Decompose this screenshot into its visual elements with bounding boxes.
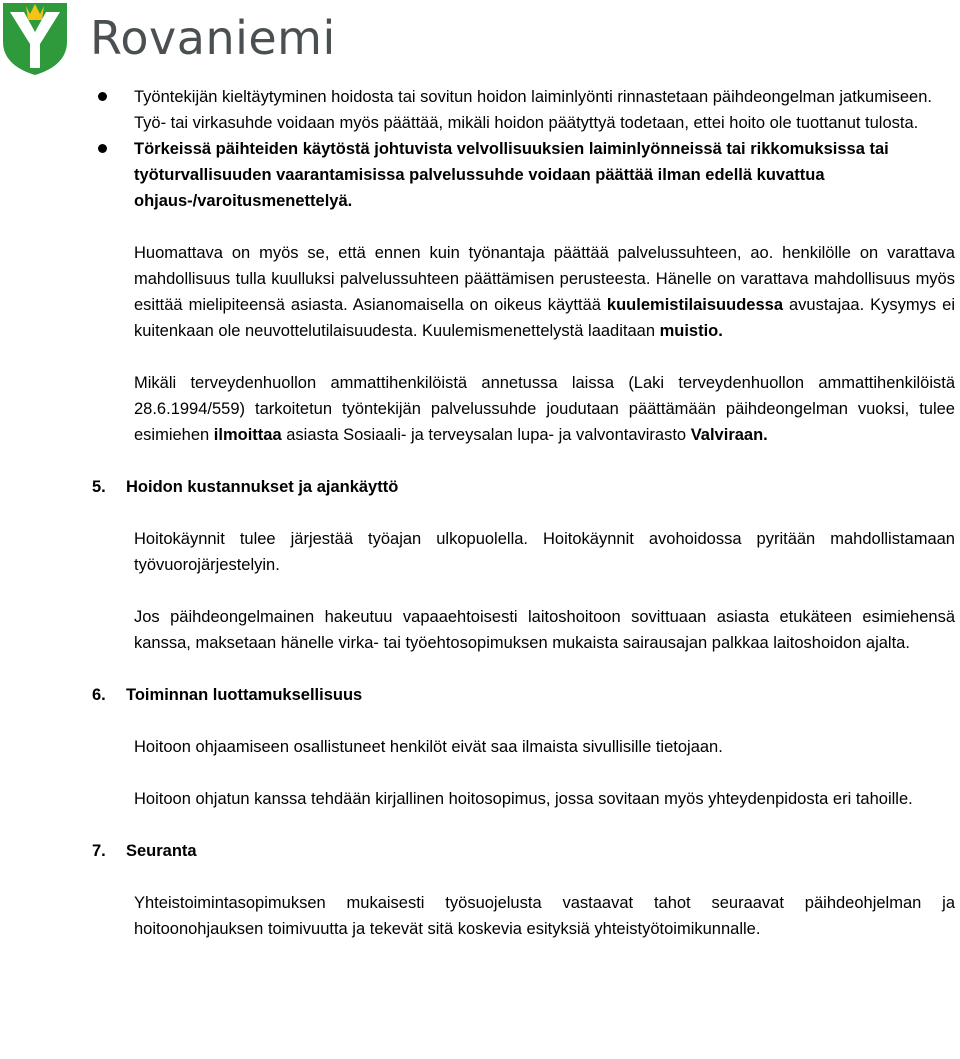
text-run: asiasta Sosiaali- ja terveysalan lupa- ja valvontavirasto: [281, 426, 691, 444]
paragraph-hearing: [0, 240, 960, 344]
bullet-text: Törkeissä päihteiden käytöstä johtuvista velvollisuuksien laiminlyönneissä tai rikkomuksissa tai työturvallisuuden vaarantamisissa palvelussuhde voidaan päättää ilman edellä kuvattua ohjaus-/varoitusmenettelyä.: [134, 140, 889, 210]
section-heading: [0, 838, 960, 864]
text-run-bold: ilmoittaa: [213, 426, 282, 444]
section-heading: [0, 682, 960, 708]
brand-name: Rovaniemi: [90, 11, 336, 65]
section-number: 6.: [92, 686, 106, 704]
list-item: [0, 84, 960, 136]
paragraph-valvira: [0, 370, 960, 448]
paragraph: Hoitokäynnit tulee järjestää työajan ulkopuolella. Hoitokäynnit avohoidossa pyritään mahdollistamaan työvuorojärjestelyin.: [134, 530, 955, 574]
section-title: Seuranta: [126, 842, 197, 860]
bullet-icon: [98, 144, 107, 153]
text-run: Mikäli terveydenhuollon ammattihenkilöistä annetussa laissa (Laki terveydenhuollon ammattihenkilöistä 28.6.1994/559) tarkoitetun työntekijän palvelussuhde joudutaan päättämään päihdeongelman vuoksi, tulee esimiehen: [134, 374, 955, 444]
text-run-bold: Valviraan.: [690, 426, 768, 444]
text-run-bold: kuulemistilaisuudessa: [606, 296, 783, 314]
text-run-bold: muistio.: [659, 322, 723, 340]
section-heading: [0, 474, 960, 500]
page-header: [0, 0, 960, 80]
paragraph: Jos päihdeongelmainen hakeutuu vapaaehtoisesti laitoshoitoon sovittuaan asiasta etukäteen esimiehensä kanssa, maksetaan hänelle virka- tai työehtosopimuksen mukaista sairausajan palkkaa laitoshoidon ajalta.: [134, 608, 955, 652]
paragraph: Hoitoon ohjatun kanssa tehdään kirjallinen hoitosopimus, jossa sovitaan myös yhteydenpidosta eri tahoille.: [134, 790, 913, 808]
bullet-list: [0, 84, 960, 214]
text-run: Huomattava on myös se, että ennen kuin työnantaja päättää palvelussuhteen, ao. henkilölle on varattava mahdollisuus tulla kuulluksi palvelussuhteen päättämisen perusteesta. Hänelle on varattava mahdollisuus myös esittää mielipiteensä asiasta. Asianomaisella on oikeus käyttää: [134, 244, 955, 314]
section-title: Toiminnan luottamuksellisuus: [126, 686, 363, 704]
text-run: avustajaa. Kysymys ei kuitenkaan ole neuvottelutilaisuudesta. Kuulemismenettelystä laaditaan: [134, 296, 955, 340]
section-title: Hoidon kustannukset ja ajankäyttö: [126, 478, 399, 496]
paragraph: Hoitoon ohjaamiseen osallistuneet henkilöt eivät saa ilmaista sivullisille tietojaan.: [134, 738, 723, 756]
section-number: 5.: [92, 478, 106, 496]
document-body: [0, 84, 960, 942]
list-item: [0, 136, 960, 214]
bullet-text: Työntekijän kieltäytyminen hoidosta tai sovitun hoidon laiminlyönti rinnastetaan päihdeongelman jatkumiseen. Työ- tai virkasuhde voidaan myös päättää, mikäli hoidon päätyttyä todetaan, ettei hoito ole tuottanut tulosta.: [134, 88, 932, 132]
section-number: 7.: [92, 842, 106, 860]
rovaniemi-crest-logo: [2, 2, 68, 76]
paragraph: Yhteistoimintasopimuksen mukaisesti työsuojelusta vastaavat tahot seuraavat päihdeohjelman ja hoitoonohjauksen toimivuutta ja tekevät sitä koskevia esityksiä yhteistyötoimikunnalle.: [134, 894, 955, 938]
bullet-icon: [98, 92, 107, 101]
